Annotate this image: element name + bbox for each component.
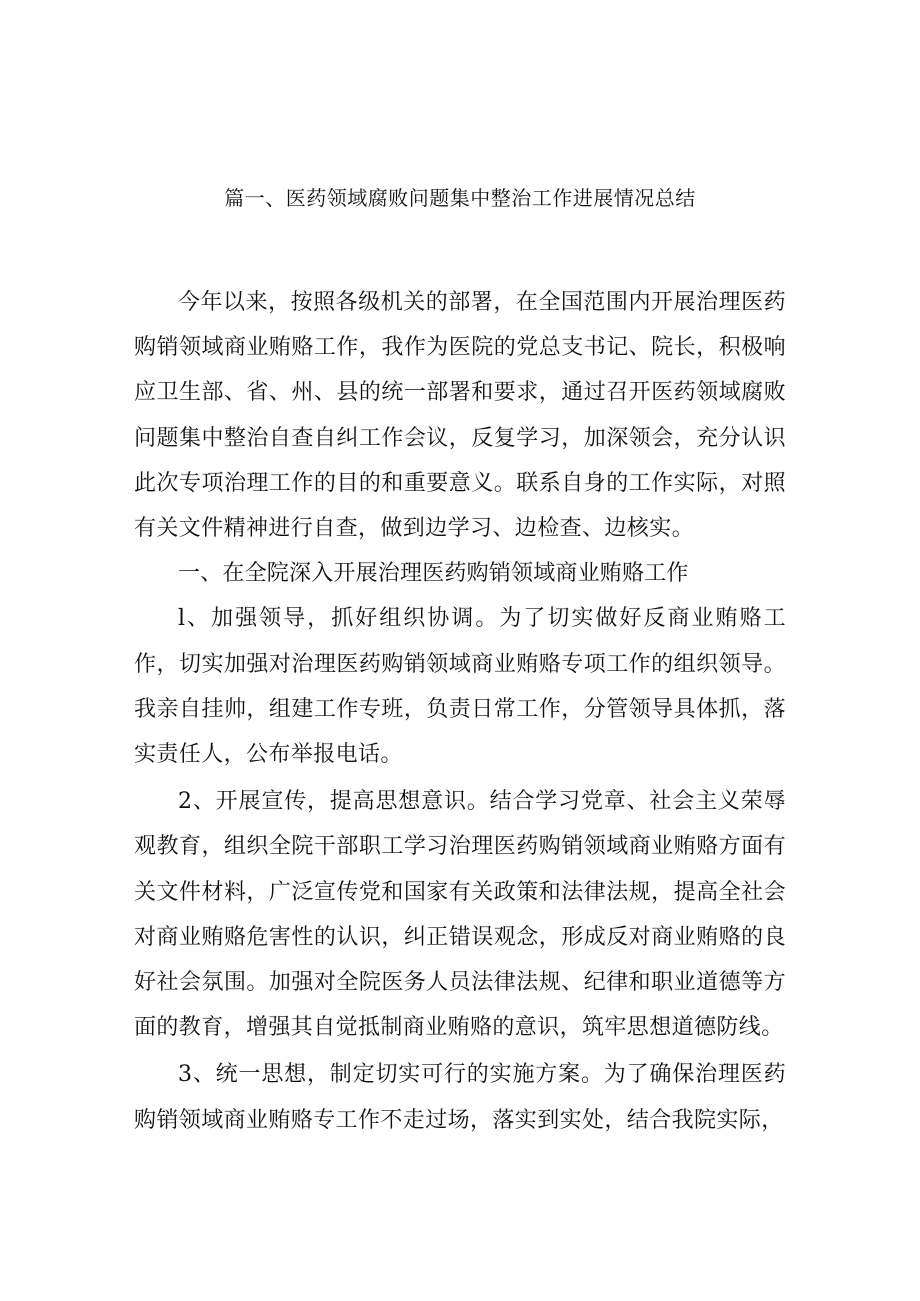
document-title: 篇一、医药领域腐败问题集中整治工作进展情况总结 [224, 186, 696, 210]
section-heading: 一、在全院深入开展治理医药购销领域商业贿赂工作 [178, 561, 689, 587]
document-body [134, 280, 786, 1143]
item-paragraph-3: 3、统一思想，制定切实可行的实施方案。为了确保治理医药购销领域商业贿赂专工作不走过场，落实到实处，结合我院实际， [134, 1062, 786, 1133]
intro-paragraph: 今年以来，按照各级机关的部署，在全国范围内开展治理医药购销领域商业贿赂工作，我作为医院的党总支书记、院长，积极响应卫生部、省、州、县的统一部署和要求，通过召开医药领域腐败问题集中整治自查自纠工作会议，反复学习，加深领会，充分认识此次专项治理工作的目的和重要意义。联系自身的工作实际，对照有关文件精神进行自查，做到边学习、边检查、边核实。 [134, 290, 786, 542]
item-paragraph-2: 2、开展宣传，提高思想意识。结合学习党章、社会主义荣辱观教育，组织全院干部职工学习治理医药购销领域商业贿赂方面有关文件材料，广泛宣传党和国家有关政策和法律法规，提高全社会对商业贿赂危害性的认识，纠正错误观念，形成反对商业贿赂的良好社会氛围。加强对全院医务人员法律法规、纪律和职业道德等方面的教育，增强其自觉抵制商业贿赂的意识，筑牢思想道德防线。 [134, 789, 786, 1041]
item-paragraph-1: l、加强领导，抓好组织协调。为了切实做好反商业贿赂工作，切实加强对治理医药购销领域商业贿赂专项工作的组织领导。我亲自挂帅，组建工作专班，负责日常工作，分管领导具体抓，落实责任人，公布举报电话。 [134, 606, 786, 768]
